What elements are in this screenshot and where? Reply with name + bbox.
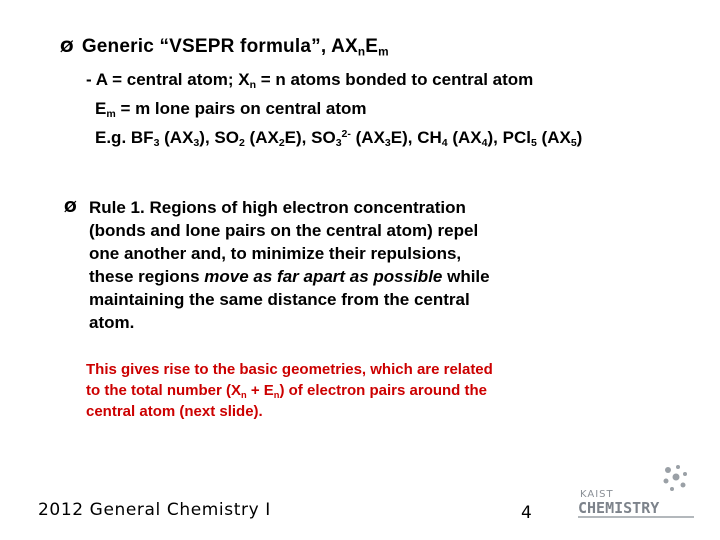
ex-s: 4 <box>441 137 448 150</box>
rule-line-post: while <box>442 267 490 286</box>
ex-s: 2 <box>238 137 245 150</box>
rule-1-text <box>89 196 559 334</box>
note-pre: to the total number (X <box>86 382 241 399</box>
geometry-note <box>86 359 493 422</box>
rule-emphasis: move as far apart as possible <box>204 267 443 286</box>
rule-line: atom. <box>89 313 135 332</box>
arrow-bullet-icon: Ø <box>60 37 74 56</box>
definition-line-central-atom <box>86 70 582 99</box>
rule-line: one another and, to minimize their repulsions, <box>89 244 462 263</box>
ex-s: 3 <box>153 137 160 150</box>
rule-line-pre: these regions <box>89 267 205 286</box>
ex-s: 2 <box>278 137 285 150</box>
note-line: central atom (next slide). <box>86 403 263 420</box>
formula-e: E <box>365 36 379 57</box>
ex-charge: 2- <box>341 128 351 141</box>
ex-bf: E.g. BF <box>95 128 154 147</box>
rule-line: maintaining the same distance from the central <box>89 290 470 309</box>
rule-line: (bonds and lone pairs on the central atom) repel <box>89 221 479 240</box>
kaist-chemistry-logo <box>570 465 710 525</box>
note-sub: n <box>241 389 247 400</box>
note-line: This gives rise to the basic geometries, which are related <box>86 361 493 378</box>
ex-t: (AX <box>447 128 482 147</box>
def2-post: = m lone pairs on central atom <box>115 99 367 118</box>
def2-pre: E <box>95 99 107 118</box>
molecule-icon <box>664 465 688 491</box>
ex-s: 5 <box>530 137 537 150</box>
logo-chemistry-text: CHEMISTRY <box>578 499 660 517</box>
ex-t: (AX <box>159 128 194 147</box>
ex-t: E), SO <box>284 128 336 147</box>
ex-t: (AX <box>536 128 571 147</box>
ex-t: ), PCl <box>487 128 531 147</box>
ex-s: 3 <box>384 137 391 150</box>
footer-course-title: 2012 General Chemistry I <box>38 500 271 520</box>
ex-s: 4 <box>481 137 488 150</box>
rule-line: Rule 1. Regions of high electron concentration <box>89 198 466 217</box>
note-line <box>86 380 493 401</box>
ex-s: 3 <box>193 137 200 150</box>
def1-pre: - A = central atom; X <box>86 70 250 89</box>
note-sub: n <box>273 389 280 400</box>
def2-sub: m <box>106 108 116 121</box>
arrow-bullet-icon: Ø <box>64 198 77 216</box>
formula-definitions <box>86 70 582 157</box>
ex-s: 5 <box>570 137 577 150</box>
ex-t: E), CH <box>390 128 442 147</box>
ex-t: ), SO <box>199 128 239 147</box>
page-number: 4 <box>521 503 532 523</box>
formula-heading-text: Generic “VSEPR formula”, AX <box>81 36 358 57</box>
ex-t: ) <box>576 128 583 147</box>
rule-line <box>89 265 559 288</box>
sub-m: m <box>378 45 389 59</box>
bullet-generic-formula <box>60 36 389 58</box>
def1-sub: n <box>249 79 257 92</box>
ex-t: (AX <box>350 128 385 147</box>
note-mid: + E <box>246 382 274 399</box>
sub-n: n <box>357 45 366 59</box>
ex-s: 3 <box>335 137 342 150</box>
def1-post: = n atoms bonded to central atom <box>256 70 534 89</box>
logo-kaist-text: KAIST <box>580 489 614 500</box>
definition-line-lone-pairs <box>86 99 582 128</box>
examples-line <box>86 128 582 157</box>
ex-t: (AX <box>244 128 279 147</box>
note-post: ) of electron pairs around the <box>279 382 488 399</box>
